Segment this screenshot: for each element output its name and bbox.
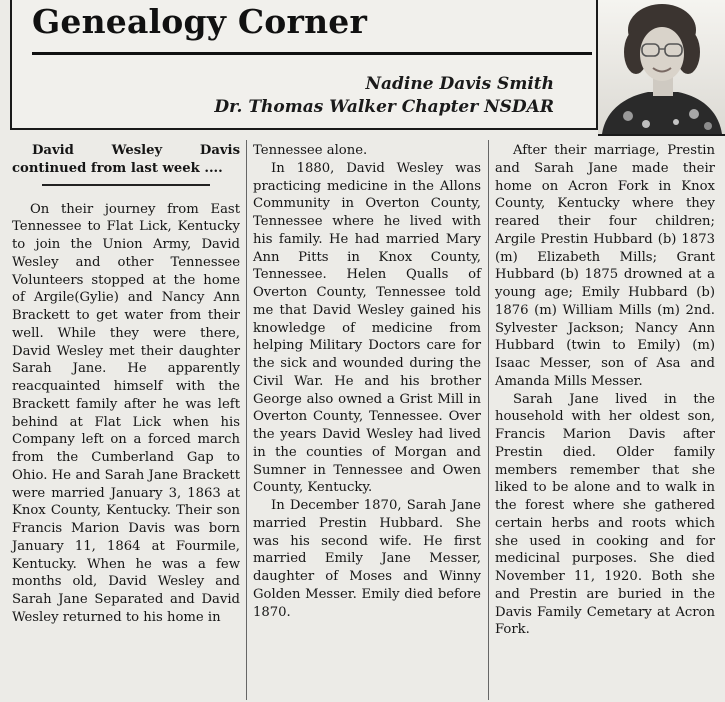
author-chapter: Dr. Thomas Walker Chapter NSDAR xyxy=(214,97,554,117)
article-paragraph: On their journey from East Tennessee to Flat Lick, Kentucky to join the Union Army, David Wesley and other Tennessee Volunteers stopped at the home of Argile(Gylie) and Nancy Ann Brackett to get water from their well. While they were there, David Wesley met their daughter Sarah Jane. He apparently reacquainted himself with the Brackett family after he was left behind at Flat Lick when his Company left on a forced march from the Cumberland Gap to Ohio. He and Sarah Jane Brackett were married January 3, 1863 at Knox County, Kentucky. Their son Francis Marion Davis was born January 11, 1864 at Fourmile, Kentucky. When he was a few months old, David Wesley and Sarah Jane Separated and David Wesley returned to his home in xyxy=(12,201,240,625)
author-name: Nadine Davis Smith xyxy=(365,74,554,94)
article-paragraph-continued: Tennessee alone. xyxy=(253,143,368,158)
title-underline xyxy=(32,52,592,55)
author-portrait-image xyxy=(598,0,725,134)
headline-rule xyxy=(42,184,210,186)
article-paragraph: Sarah Jane lived in the household with her oldest son, Francis Marion Davis after Prestin died. Older family members remember that she liked to be alone and to walk in the forest where she gathered certain herbs and roots which she used in cooking and for medicinal purposes. She died November 11, 1920. Both she and Prestin are buried in the Davis Family Cemetary at Acron Fork. xyxy=(495,391,715,638)
column-header xyxy=(10,0,598,130)
article-paragraph: In December 1870, Sarah Jane married Prestin Hubbard. She was his second wife. He first married Emily Jane Messer, daughter of Moses and Winny Golden Messer. Emily died before 1870. xyxy=(253,498,481,620)
article-paragraph: After their marriage, Prestin and Sarah Jane made their home on Acron Fork in Knox County, Kentucky where they reared their four children; Argile Prestin Hubbard (b) 1873 (m) Elizabeth Mills; Grant Hubbard (b) 1875 drowned at a young age; Emily Hubbard (b) 1876 (m) William Mills (m) 2nd. Sylvester Jackson; Nancy Ann Hubbard (twin to Emily) (m) Isaac Messer, son of Asa and Amanda Mills Messer. xyxy=(495,143,715,389)
column-title: Genealogy Corner xyxy=(32,2,368,41)
article-paragraph: In 1880, David Wesley was practicing medicine in the Allons Community in Overton County, Tennessee where he lived with his family. He had married Mary Ann Pitts in Knox County, Tennessee. Helen Qualls of Overton County, Tennessee told me that David Wesley gained his knowledge of medicine from helping Military Doctors care for the sick and wounded during the Civil War. He and his brother George also owned a Grist Mill in Overton County, Tennessee. Over the years David Wesley had lived in the counties of Morgan and Sumner in Tennessee and Owen County, Kentucky. xyxy=(253,160,481,496)
article-column-1 xyxy=(12,142,240,627)
column-divider xyxy=(488,140,489,700)
article-column-2 xyxy=(253,142,481,621)
article-headline: David Wesley Davis continued from last week .... xyxy=(12,143,240,176)
article-column-3 xyxy=(495,142,715,639)
column-divider xyxy=(246,140,247,700)
author-photo xyxy=(598,0,725,136)
